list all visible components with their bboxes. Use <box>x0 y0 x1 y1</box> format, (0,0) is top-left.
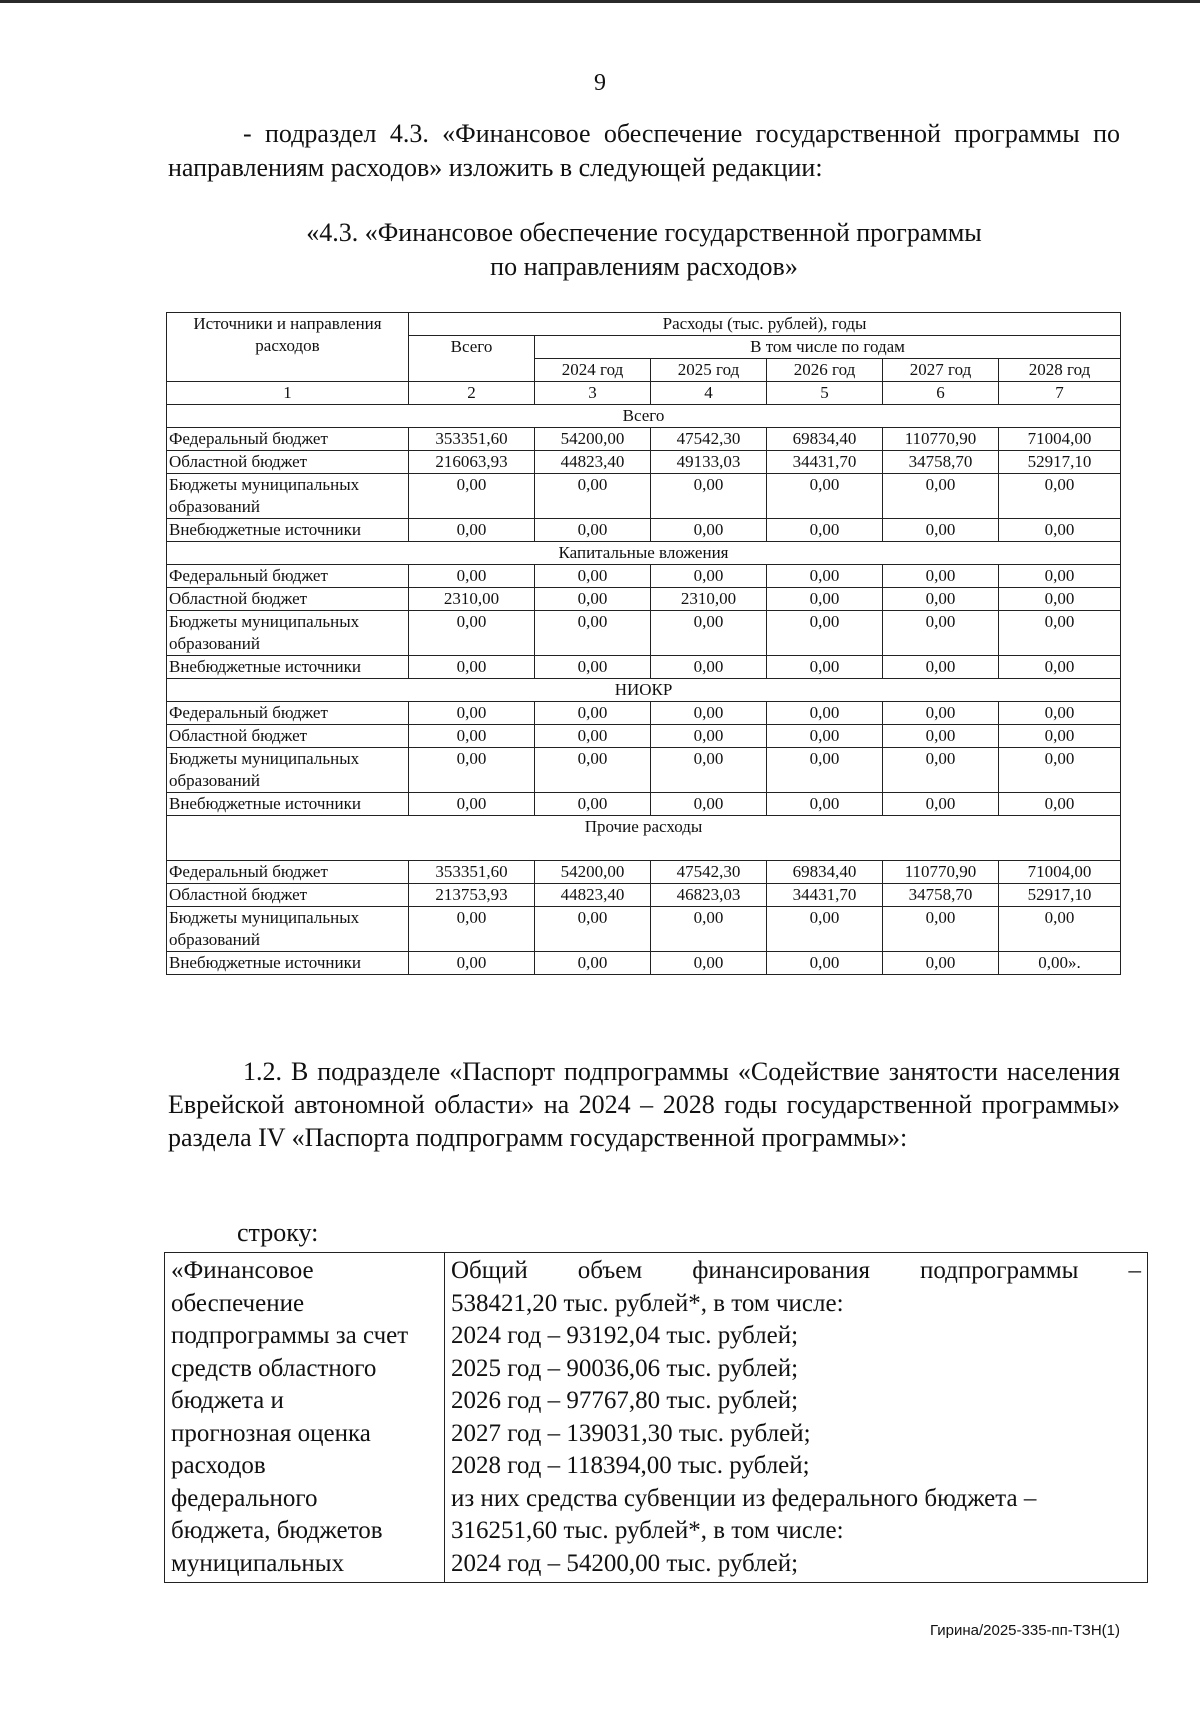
cell-value: 0,00 <box>535 702 651 725</box>
cell-value: 0,00 <box>409 656 535 679</box>
cell-value: 71004,00 <box>999 861 1121 884</box>
passport-table <box>164 1252 1148 1583</box>
passport-left-line: обеспечение <box>171 1289 305 1317</box>
row-label: Областной бюджет <box>167 884 409 907</box>
section-heading <box>168 216 1120 284</box>
passport-word: Общий <box>451 1257 528 1284</box>
cell-value: 47542,30 <box>651 428 767 451</box>
cell-value: 0,00 <box>651 565 767 588</box>
table-header-row <box>167 313 1121 336</box>
row-label: Федеральный бюджет <box>167 861 409 884</box>
cell-value: 2310,00 <box>651 588 767 611</box>
passport-word: подпрограммы <box>919 1257 1079 1284</box>
passport-right-cell <box>445 1253 1148 1583</box>
cell-value: 69834,40 <box>767 428 883 451</box>
passport-left-cell <box>165 1253 445 1583</box>
section-title: НИОКР <box>167 679 1121 702</box>
cell-value: 0,00 <box>883 952 999 975</box>
cell-value: 0,00 <box>999 474 1121 519</box>
cell-value: 0,00 <box>409 748 535 793</box>
cell-value: 0,00 <box>999 725 1121 748</box>
cell-value: 52917,10 <box>999 884 1121 907</box>
column-numbers-row <box>167 382 1121 405</box>
table-row <box>167 725 1121 748</box>
cell-value: 0,00 <box>767 611 883 656</box>
table-row <box>167 656 1121 679</box>
passport-right-line: 2024 год – 54200,00 тыс. рублей; <box>451 1549 799 1577</box>
cell-value: 0,00 <box>535 907 651 952</box>
table-row <box>167 565 1121 588</box>
cell-value: 0,00 <box>883 565 999 588</box>
cell-value: 0,00 <box>767 474 883 519</box>
passport-left-line: прогнозная оценка <box>171 1419 371 1447</box>
cell-value: 34758,70 <box>883 451 999 474</box>
cell-value: 0,00 <box>999 588 1121 611</box>
passport-right-line: из них средства субвенции из федерального бюджета – <box>451 1484 1037 1512</box>
passport-right-line: 2026 год – 97767,80 тыс. рублей; <box>451 1387 799 1414</box>
cell-value: 0,00 <box>409 952 535 975</box>
cell-value: 46823,03 <box>651 884 767 907</box>
cell-value: 0,00 <box>767 565 883 588</box>
row-label: Бюджеты муниципальных образований <box>167 907 409 952</box>
cell-value: 0,00 <box>409 725 535 748</box>
cell-value: 52917,10 <box>999 451 1121 474</box>
cell-value: 0,00». <box>999 952 1121 975</box>
table-row <box>167 884 1121 907</box>
cell-value: 0,00 <box>651 952 767 975</box>
cell-value: 0,00 <box>883 702 999 725</box>
passport-right-line: 2025 год – 90036,06 тыс. рублей; <box>451 1354 799 1382</box>
heading-line-1: «4.3. «Финансовое обеспечение государственной программы <box>306 218 982 247</box>
passport-word: – <box>1128 1257 1141 1284</box>
cell-value: 0,00 <box>535 656 651 679</box>
cell-value: 0,00 <box>409 519 535 542</box>
passport-left-line: расходов <box>171 1452 266 1479</box>
cell-value: 0,00 <box>767 702 883 725</box>
cell-value: 0,00 <box>651 474 767 519</box>
passport-left-line: «Финансовое <box>171 1257 314 1284</box>
table-row <box>167 474 1121 519</box>
cell-value: 216063,93 <box>409 451 535 474</box>
stroku-label: строку: <box>237 1218 319 1247</box>
header-expenses: Расходы (тыс. рублей), годы <box>409 313 1121 336</box>
cell-value: 0,00 <box>535 588 651 611</box>
cell-value: 0,00 <box>883 656 999 679</box>
cell-value: 0,00 <box>767 952 883 975</box>
cell-value: 0,00 <box>767 793 883 816</box>
cell-value: 44823,40 <box>535 884 651 907</box>
cell-value: 0,00 <box>883 474 999 519</box>
cell-value: 0,00 <box>999 793 1121 816</box>
cell-value: 0,00 <box>409 474 535 519</box>
row-label: Внебюджетные источники <box>167 793 409 816</box>
column-number: 7 <box>999 382 1121 405</box>
row-label: Областной бюджет <box>167 588 409 611</box>
cell-value: 0,00 <box>767 656 883 679</box>
cell-value: 0,00 <box>651 725 767 748</box>
cell-value: 0,00 <box>999 519 1121 542</box>
passport-right-line: 316251,60 тыс. рублей*, в том числе: <box>451 1517 844 1544</box>
cell-value: 0,00 <box>409 907 535 952</box>
cell-value: 0,00 <box>535 725 651 748</box>
intro-paragraph: - подраздел 4.3. «Финансовое обеспечение государственной программы по направлениям расходов» изложить в следующей редакции: <box>168 119 1120 182</box>
column-number: 3 <box>535 382 651 405</box>
cell-value: 0,00 <box>409 793 535 816</box>
cell-value: 34431,70 <box>767 451 883 474</box>
header-year: 2026 год <box>767 359 883 382</box>
table-row <box>167 861 1121 884</box>
table-row <box>167 748 1121 793</box>
cell-value: 213753,93 <box>409 884 535 907</box>
cell-value: 0,00 <box>651 907 767 952</box>
cell-value: 0,00 <box>651 519 767 542</box>
passport-left-line: бюджета, бюджетов <box>171 1517 383 1544</box>
cell-value: 0,00 <box>767 907 883 952</box>
cell-value: 69834,40 <box>767 861 883 884</box>
passport-first-line <box>451 1255 1141 1288</box>
cell-value: 353351,60 <box>409 861 535 884</box>
table-row <box>167 611 1121 656</box>
row-label: Бюджеты муниципальных образований <box>167 748 409 793</box>
cell-value: 34758,70 <box>883 884 999 907</box>
cell-value: 2310,00 <box>409 588 535 611</box>
cell-value: 0,00 <box>883 519 999 542</box>
cell-value: 0,00 <box>651 748 767 793</box>
table-row <box>167 952 1121 975</box>
table-row <box>167 428 1121 451</box>
passport-left-line: подпрограммы за счет <box>171 1322 409 1349</box>
paragraph-1-2: 1.2. В подразделе «Паспорт подпрограммы «Содействие занятости населения Еврейской автономной области» на 2024 – 2028 годы государственной программы» раздела IV «Паспорта подпрограмм государственной программы»: <box>168 1057 1120 1152</box>
header-total: Всего <box>409 336 535 382</box>
cell-value: 0,00 <box>409 702 535 725</box>
cell-value: 0,00 <box>767 725 883 748</box>
row-label: Областной бюджет <box>167 451 409 474</box>
cell-value: 0,00 <box>651 611 767 656</box>
column-number: 6 <box>883 382 999 405</box>
cell-value: 0,00 <box>535 519 651 542</box>
cell-value: 110770,90 <box>883 428 999 451</box>
passport-left-line: средств областного <box>171 1354 377 1382</box>
cell-value: 0,00 <box>535 565 651 588</box>
passport-word: финансирования <box>692 1257 870 1284</box>
row-label: Федеральный бюджет <box>167 702 409 725</box>
cell-value: 49133,03 <box>651 451 767 474</box>
cell-value: 0,00 <box>535 611 651 656</box>
header-sources: Источники и направления расходов <box>167 313 409 382</box>
cell-value: 0,00 <box>883 907 999 952</box>
header-year: 2024 год <box>535 359 651 382</box>
table-row <box>167 793 1121 816</box>
cell-value: 0,00 <box>767 519 883 542</box>
cell-value: 44823,40 <box>535 451 651 474</box>
cell-value: 0,00 <box>883 748 999 793</box>
section-title: Прочие расходы <box>167 816 1121 861</box>
section-title-row <box>167 542 1121 565</box>
cell-value: 0,00 <box>883 793 999 816</box>
cell-value: 0,00 <box>999 565 1121 588</box>
cell-value: 0,00 <box>535 474 651 519</box>
cell-value: 353351,60 <box>409 428 535 451</box>
cell-value: 0,00 <box>999 907 1121 952</box>
section-title-row <box>167 816 1121 861</box>
cell-value: 0,00 <box>767 588 883 611</box>
cell-value: 47542,30 <box>651 861 767 884</box>
row-label: Внебюджетные источники <box>167 519 409 542</box>
document-footer-code: Гирина/2025-335-пп-ТЗН(1) <box>929 1622 1120 1639</box>
cell-value: 0,00 <box>999 611 1121 656</box>
table-sections <box>167 405 1121 975</box>
cell-value: 0,00 <box>409 565 535 588</box>
cell-value: 0,00 <box>651 656 767 679</box>
table-row <box>167 907 1121 952</box>
row-label: Бюджеты муниципальных образований <box>167 611 409 656</box>
cell-value: 54200,00 <box>535 861 651 884</box>
row-label: Федеральный бюджет <box>167 565 409 588</box>
passport-left-line: муниципальных <box>171 1549 345 1577</box>
header-year: 2025 год <box>651 359 767 382</box>
row-label: Областной бюджет <box>167 725 409 748</box>
column-number: 5 <box>767 382 883 405</box>
section-title-row <box>167 405 1121 428</box>
cell-value: 0,00 <box>409 611 535 656</box>
cell-value: 0,00 <box>767 748 883 793</box>
cell-value: 110770,90 <box>883 861 999 884</box>
section-title: Капитальные вложения <box>167 542 1121 565</box>
column-number: 1 <box>167 382 409 405</box>
cell-value: 0,00 <box>999 656 1121 679</box>
passport-right-line: 2027 год – 139031,30 тыс. рублей; <box>451 1419 811 1447</box>
row-label: Внебюджетные источники <box>167 656 409 679</box>
cell-value: 0,00 <box>999 702 1121 725</box>
column-number: 2 <box>409 382 535 405</box>
table-row <box>167 702 1121 725</box>
row-label: Федеральный бюджет <box>167 428 409 451</box>
passport-right-line: 538421,20 тыс. рублей*, в том числе: <box>451 1289 844 1317</box>
header-by-years: В том числе по годам <box>535 336 1121 359</box>
table-row <box>167 588 1121 611</box>
passport-word: объем <box>577 1257 643 1284</box>
table-row <box>167 519 1121 542</box>
passport-row <box>165 1253 1148 1583</box>
table-row <box>167 451 1121 474</box>
cell-value: 34431,70 <box>767 884 883 907</box>
cell-value: 0,00 <box>883 588 999 611</box>
cell-value: 0,00 <box>883 611 999 656</box>
passport-right-line: 2024 год – 93192,04 тыс. рублей; <box>451 1322 799 1349</box>
cell-value: 0,00 <box>883 725 999 748</box>
cell-value: 0,00 <box>651 702 767 725</box>
row-label: Бюджеты муниципальных образований <box>167 474 409 519</box>
header-year: 2027 год <box>883 359 999 382</box>
cell-value: 0,00 <box>535 793 651 816</box>
header-year: 2028 год <box>999 359 1121 382</box>
heading-line-2: по направлениям расходов» <box>490 252 798 281</box>
cell-value: 54200,00 <box>535 428 651 451</box>
column-number: 4 <box>651 382 767 405</box>
page-number: 9 <box>594 70 606 96</box>
scan-top-edge <box>0 0 1200 3</box>
cell-value: 0,00 <box>999 748 1121 793</box>
passport-left-line: федерального <box>171 1484 318 1512</box>
cell-value: 0,00 <box>535 952 651 975</box>
cell-value: 0,00 <box>651 793 767 816</box>
row-label: Внебюджетные источники <box>167 952 409 975</box>
cell-value: 0,00 <box>535 748 651 793</box>
section-title-row <box>167 679 1121 702</box>
section-title: Всего <box>167 405 1121 428</box>
cell-value: 71004,00 <box>999 428 1121 451</box>
passport-right-line: 2028 год – 118394,00 тыс. рублей; <box>451 1452 810 1479</box>
financing-table <box>166 312 1121 975</box>
passport-left-line: бюджета и <box>171 1387 284 1414</box>
